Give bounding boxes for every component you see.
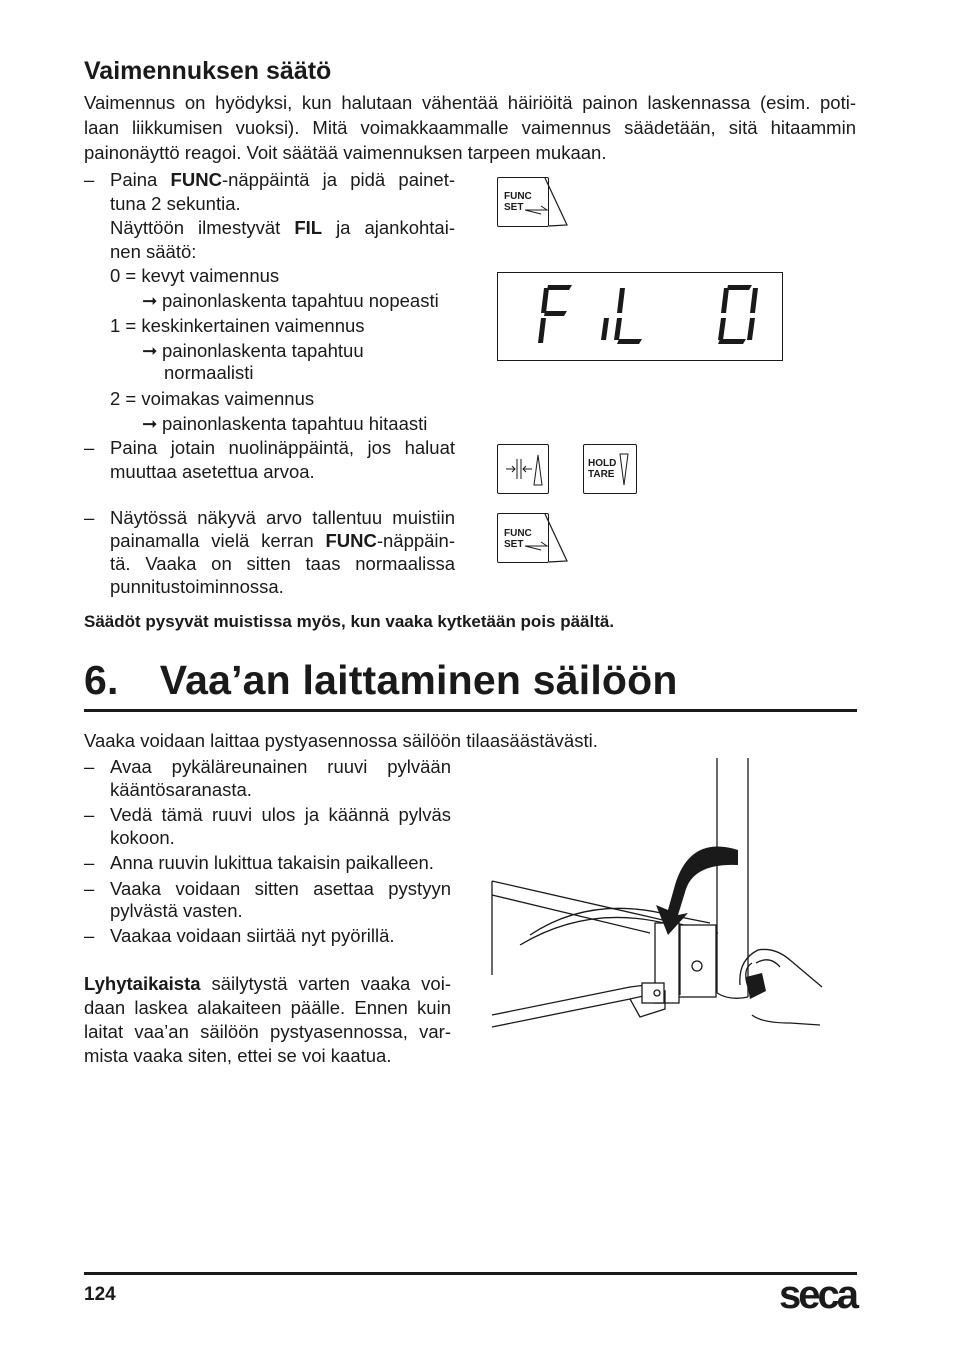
- bullet3-line-4: punnitustoiminnossa.: [110, 576, 284, 597]
- brand-logo: seca: [779, 1273, 856, 1317]
- bullet3-line-1: Näytössä näkyvä arvo tallentuu muistiin: [110, 507, 455, 528]
- option-1-result-cont: normaalisti: [164, 362, 254, 383]
- option-1-result: ➞ painonlaskenta tapahtuu: [142, 339, 364, 364]
- bullet1-line-3: Näyttöön ilmestyvät FIL ja ajankohtai-: [110, 217, 455, 238]
- intro-line-3: painonäyttö reagoi. Voit säätää vaimennuksen tarpeen mukaan.: [84, 142, 607, 163]
- bullet-dash: –: [84, 878, 95, 899]
- bullet2-line-1: Paina jotain nuolinäppäintä, jos haluat: [110, 437, 455, 458]
- storage-bullet-2-line-2: kokoon.: [110, 827, 175, 848]
- page-number: 124: [84, 1284, 116, 1305]
- intro-line-1: Vaimennus on hyödyksi, kun halutaan vähentää häiriöitä painon laskennassa (esim. poti-: [84, 92, 856, 113]
- hold-tare-key-illustration: HOLD TARE: [583, 444, 637, 494]
- down-triangle-icon: [584, 445, 636, 493]
- storage-bullet-1-line-1: Avaa pykäläreunainen ruuvi pylvään: [110, 756, 451, 777]
- storage-para-line-1: Lyhytaikaista säilytystä varten vaaka voi-: [84, 973, 451, 994]
- lcd-display: [497, 272, 783, 361]
- bullet3-line-3: tä. Vaaka on sitten taas normaalissa: [110, 553, 455, 574]
- scale-storage-illustration: [490, 755, 870, 1045]
- storage-bullet-4-line-2: pylvästä vasten.: [110, 900, 243, 921]
- storage-bullet-2-line-1: Vedä tämä ruuvi ulos ja käännä pylväs: [110, 804, 451, 825]
- bullet-dash: –: [84, 169, 95, 190]
- option-2: 2 = voimakas vaimennus: [110, 388, 315, 409]
- section-heading: Vaimennuksen säätö: [84, 57, 332, 85]
- bullet-dash: –: [84, 804, 95, 825]
- bullet1-line-2: tuna 2 sekuntia.: [110, 193, 241, 214]
- bullet2-line-2: muuttaa asetettua arvoa.: [110, 461, 315, 482]
- storage-bullet-4-line-1: Vaaka voidaan sitten asettaa pystyyn: [110, 878, 451, 899]
- storage-para-line-2: daan laskea alakaiteen päälle. Ennen kuin: [84, 997, 451, 1018]
- func-set-key-shape-icon: [497, 513, 572, 565]
- func-set-key-shape-icon: [497, 177, 572, 229]
- bullet-dash: –: [84, 507, 95, 528]
- storage-bullet-3: Anna ruuvin lukittua takaisin paikalleen.: [110, 852, 434, 873]
- intro-line-2: laan liikkumisen vuoksi). Mitä voimakkaammalle vaimennus säädetään, sitä hitaammin: [84, 117, 856, 138]
- storage-para-line-4: mista vaaka siten, ettei se voi kaatua.: [84, 1045, 392, 1066]
- zero-arrow-key-illustration: [497, 444, 549, 494]
- storage-para-line-3: laitat vaa’an säilöön pystyasennossa, var-: [84, 1021, 451, 1042]
- arrow-right-icon: ➞: [142, 290, 158, 311]
- footer-rule: [84, 1272, 857, 1275]
- bullet-dash: –: [84, 852, 95, 873]
- lcd-readout: [498, 273, 782, 360]
- zero-arrow-icon: [498, 445, 548, 493]
- option-1: 1 = keskinkertainen vaimennus: [110, 315, 365, 336]
- section2-intro: Vaaka voidaan laittaa pystyasennossa säilöön tilaasäästävästi.: [84, 730, 598, 751]
- arrow-right-icon: ➞: [142, 413, 158, 434]
- func-set-key-illustration: FUNC SET: [497, 177, 549, 227]
- bullet1-line-1: Paina FUNC-näppäintä ja pidä painet-: [110, 169, 455, 190]
- storage-bullet-5: Vaakaa voidaan siirtää nyt pyörillä.: [110, 925, 395, 946]
- chapter-heading: 6. Vaa’an laittaminen säilöön: [84, 657, 678, 703]
- option-0: 0 = kevyt vaimennus: [110, 265, 280, 286]
- func-set-key-illustration: FUNC SET: [497, 513, 549, 563]
- bullet-dash: –: [84, 925, 95, 946]
- heading-rule: [84, 709, 857, 712]
- option-2-result: ➞ painonlaskenta tapahtuu hitaasti: [142, 412, 427, 437]
- note-bold: Säädöt pysyvät muistissa myös, kun vaaka kytketään pois päältä.: [84, 612, 615, 631]
- arrow-right-icon: ➞: [142, 340, 158, 361]
- bullet3-line-2: painamalla vielä kerran FUNC-näppäin-: [110, 530, 455, 551]
- bullet-dash: –: [84, 756, 95, 777]
- option-0-result: ➞ painonlaskenta tapahtuu nopeasti: [142, 289, 439, 314]
- storage-bullet-1-line-2: kääntösaranasta.: [110, 779, 252, 800]
- bullet-dash: –: [84, 437, 95, 458]
- bullet1-line-4: nen säätö:: [110, 241, 197, 262]
